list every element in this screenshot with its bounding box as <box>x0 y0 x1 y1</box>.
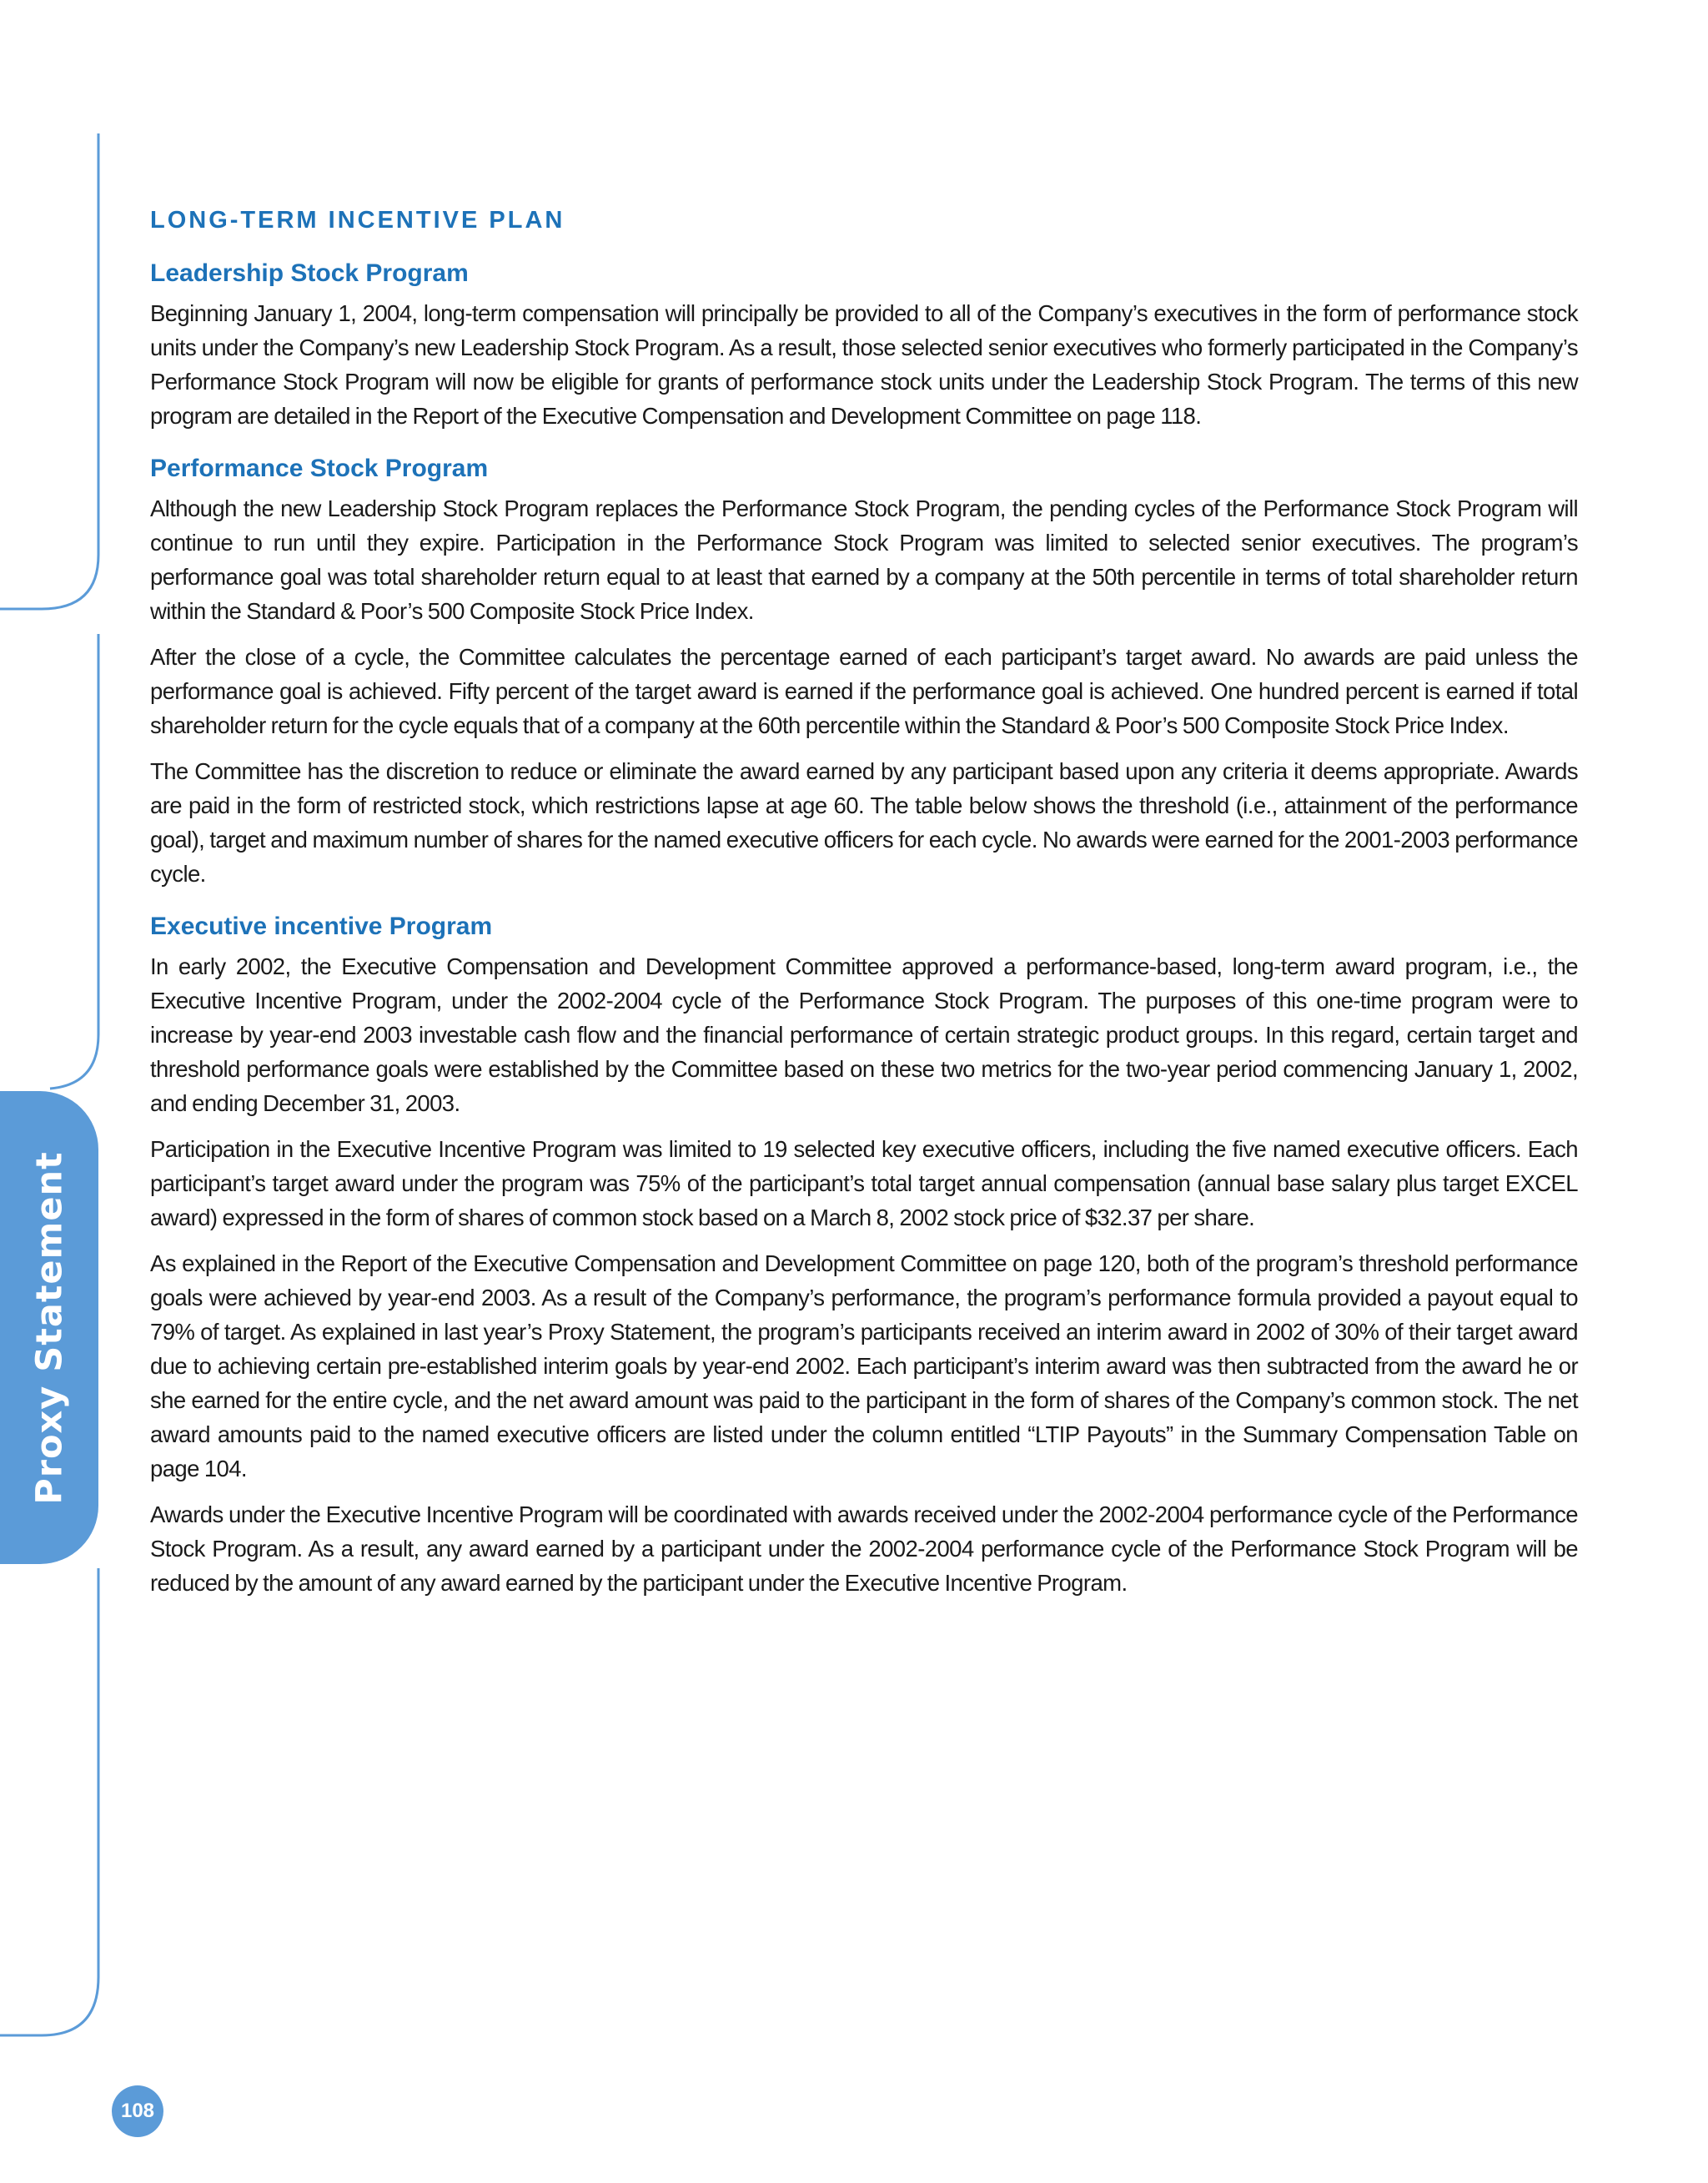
section-title: Leadership Stock Program <box>150 259 469 287</box>
section-title: Performance Stock Program <box>150 455 489 482</box>
main-heading: LONG-TERM INCENTIVE PLAN <box>150 207 565 234</box>
paragraph: Beginning January 1, 2004, long-term compensation will principally be provided to all of the Company’s executives in the form of performance stock units under the Company’s new Leadership Stock Program. As a result, those selected senior executives who formerly participated in the Company’s Performance Stock Program will now be eligible for grants of performance stock units under the Leadership Stock Program. The terms of this new program are detailed in the Report of the Executive Compensation and Development Committee on page 118. <box>150 300 1578 429</box>
section-tab-label: Proxy Statement <box>29 1150 71 1505</box>
paragraph: In early 2002, the Executive Compensation and Development Committee approved a performance-based, long-term award program, i.e., the Executive Incentive Program, under the 2002-2004 cycle of the Performance Stock Program. The purposes of this one-time program were to increase by year-end 2003 investable cash flow and the financial performance of certain strategic product groups. In this regard, certain target and threshold performance goals were established by the Committee based on these two metrics for the two-year period commencing January 1, 2002, and ending December 31, 2003. <box>150 953 1578 1116</box>
paragraph: After the close of a cycle, the Committee calculates the percentage earned of each participant’s target award. No awards are paid unless the performance goal is achieved. Fifty percent of the target award is earned if the performance goal is achieved. One hundred percent is earned if total shareholder return for the cycle equals that of a company at the 60th percentile within the Standard & Poor’s 500 Composite Stock Price Index. <box>150 644 1578 738</box>
document-body <box>150 207 1578 1622</box>
paragraph: As explained in the Report of the Executive Compensation and Development Committee on page 120, both of the program’s threshold performance goals were achieved by year-end 2003. As a result of the Company’s performance, the program’s performance formula provided a payout equal to 79% of target. As explained in last year’s Proxy Statement, the program’s participants received an interim award in 2002 of 30% of their target award due to achieving certain pre-established interim goals by year-end 2002. Each participant’s interim award was then subtracted from the award he or she earned for the entire cycle, and the net award amount was paid to the participant in the form of shares of the Company’s common stock. The net award amounts paid to the named executive officers are listed under the column entitled “LTIP Payouts” in the Summary Compensation Table on page 104. <box>150 1250 1578 1481</box>
section-performance-stock-program <box>150 455 1578 891</box>
section-leadership-stock-program <box>150 259 1578 433</box>
paragraph: The Committee has the discretion to reduce or eliminate the award earned by any participant based upon any criteria it deems appropriate. Awards are paid in the form of restricted stock, which restrictions lapse at age 60. The table below shows the threshold (i.e., attainment of the performance goal), target and maximum number of shares for the named executive officers for each cycle. No awards were earned for the 2001-2003 performance cycle. <box>150 758 1578 887</box>
page-number: 108 <box>112 2085 163 2137</box>
paragraph: Awards under the Executive Incentive Program will be coordinated with awards received under the 2002-2004 performance cycle of the Performance Stock Program. As a result, any award earned by a participant under the 2002-2004 performance cycle of the Performance Stock Program will be reduced by the amount of any award earned by the participant under the Executive Incentive Program. <box>150 1501 1578 1596</box>
section-title: Executive incentive Program <box>150 913 493 940</box>
section-executive-incentive-program <box>150 913 1578 1600</box>
paragraph: Although the new Leadership Stock Program replaces the Performance Stock Program, the pending cycles of the Performance Stock Program will continue to run until they expire. Participation in the Performance Stock Program was limited to selected senior executives. The program’s performance goal was total shareholder return equal to at least that earned by a company at the 50th percentile in terms of total shareholder return within the Standard & Poor’s 500 Composite Stock Price Index. <box>150 495 1578 624</box>
paragraph: Participation in the Executive Incentive Program was limited to 19 selected key executive officers, including the five named executive officers. Each participant’s target award under the program was 75% of the participant’s total target annual compensation (annual base salary plus target EXCEL award) expressed in the form of shares of common stock based on a March 8, 2002 stock price of $32.37 per share. <box>150 1136 1578 1230</box>
